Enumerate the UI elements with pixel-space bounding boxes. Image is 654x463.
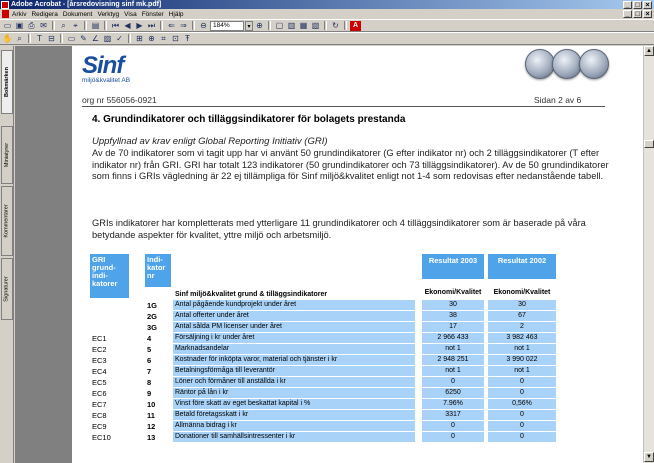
acrobat-app-icon — [1, 1, 9, 9]
toolbar-separator — [52, 21, 55, 30]
indicator-description: Marknadsandelar — [173, 344, 415, 355]
first-page-icon[interactable]: ⏮ — [111, 20, 120, 30]
toolbar-separator — [28, 34, 31, 43]
menu-bar — [0, 9, 654, 19]
toolbar-separator — [60, 34, 63, 43]
result-2003: 30 — [422, 300, 484, 311]
section-subtitle: Uppfyllnad av krav enligt Global Reporting Initiativ (GRI) — [92, 136, 328, 147]
indicator-description: Antal offerter under året — [173, 311, 415, 322]
header-2002: Resultat 2002 — [497, 256, 547, 265]
result-2003: 0 — [422, 377, 484, 388]
vertical-scrollbar[interactable] — [643, 46, 654, 463]
menu-dokument[interactable]: Dokument — [62, 10, 93, 18]
table-row — [72, 399, 643, 410]
gri-code: EC6 — [92, 389, 107, 398]
indicator-number: 13 — [147, 433, 156, 442]
acrobat-logo-icon[interactable]: A — [350, 21, 361, 31]
crop-tool-icon[interactable]: ⌗ — [161, 33, 166, 43]
result-2003: 2 948 251 — [422, 355, 484, 366]
zoom-tool-icon[interactable]: ⌕ — [17, 33, 22, 43]
result-2002: 30 — [488, 300, 556, 311]
scroll-up-icon[interactable]: ▲ — [644, 46, 654, 56]
result-2003: not 1 — [422, 366, 484, 377]
find-icon[interactable]: ⌖ — [73, 20, 78, 30]
org-number: org nr 556056-0921 — [82, 95, 157, 105]
tab-thumbnails-label: Miniatyrer — [4, 142, 10, 168]
toolbar-tools — [0, 32, 654, 45]
table-row — [72, 311, 643, 322]
table-row — [72, 300, 643, 311]
link-tool-icon[interactable]: ⊞ — [136, 33, 143, 43]
indicator-number: 10 — [147, 400, 156, 409]
doc-restore-button[interactable]: □ — [633, 10, 642, 18]
header-divider — [82, 106, 605, 107]
page-number: Sidan 2 av 6 — [534, 95, 582, 105]
toolbar-separator — [192, 21, 195, 30]
gri-code: EC3 — [92, 356, 107, 365]
pencil-tool-icon[interactable]: ✎ — [80, 33, 87, 43]
tab-bookmarks[interactable] — [1, 50, 13, 114]
search-icon[interactable]: ⌕ — [61, 20, 66, 30]
tab-signatures[interactable] — [1, 258, 13, 320]
section-title: 4. Grundindikatorer och tilläggsindikatorer för bolagets prestanda — [92, 114, 406, 125]
result-2003: 7.96% — [422, 399, 484, 410]
toolbar-separator — [128, 34, 131, 43]
pdf-page — [72, 46, 643, 463]
table-row — [72, 432, 643, 443]
open-icon[interactable]: ▭ — [3, 20, 12, 30]
movie-tool-icon[interactable]: ⊡ — [172, 33, 179, 43]
indicator-description: Donationer till samhällsintressenter i kr — [173, 432, 415, 443]
result-2003: 2 966 433 — [422, 333, 484, 344]
result-2003: 3317 — [422, 410, 484, 421]
header-gri: GRI grund- indi- katorer — [92, 255, 118, 288]
title-bar — [0, 0, 654, 9]
indicator-number: 5 — [147, 345, 152, 354]
header-ind: Indi- kator nr — [147, 255, 166, 280]
save-icon[interactable]: ▣ — [15, 20, 24, 30]
toolbar-separator — [160, 21, 163, 30]
stamp-tool-icon[interactable]: ✓ — [116, 33, 123, 43]
tab-signatures-label: Signaturer — [4, 276, 11, 302]
gri-code: EC4 — [92, 367, 107, 376]
indicator-number: 11 — [147, 411, 155, 420]
print-icon[interactable]: ⎙ — [28, 20, 35, 30]
fit-visible-icon[interactable]: ▧ — [311, 20, 320, 30]
table-row — [72, 421, 643, 432]
result-2003: 0 — [422, 421, 484, 432]
gri-code: EC1 — [92, 334, 107, 343]
tab-thumbnails[interactable] — [1, 126, 13, 184]
result-2003: 38 — [422, 311, 484, 322]
document-viewport[interactable] — [15, 46, 643, 463]
toolbar-separator — [104, 21, 107, 30]
sinf-logo — [82, 54, 130, 84]
result-2002: 67 — [488, 311, 556, 322]
menu-verktyg[interactable]: Verktyg — [97, 10, 120, 18]
table-row — [72, 377, 643, 388]
scroll-down-icon[interactable]: ▼ — [644, 452, 654, 462]
article-tool-icon[interactable]: ⊕ — [148, 33, 155, 43]
result-2002: 3 990 022 — [488, 355, 556, 366]
indicator-number: 6 — [147, 356, 152, 365]
back-view-icon[interactable]: ⇐ — [168, 20, 175, 30]
result-2003: 6250 — [422, 388, 484, 399]
certification-seal-icon — [579, 49, 609, 79]
table-row — [72, 366, 643, 377]
certification-seal-icon — [552, 49, 582, 79]
text-select-icon[interactable]: T — [37, 33, 42, 43]
table-row — [72, 322, 643, 333]
result-2002: not 1 — [488, 366, 556, 377]
menu-redigera[interactable]: Redigera — [31, 10, 58, 18]
logo-tagline: miljö&kvalitet AB — [82, 77, 131, 84]
indicator-number: 4 — [147, 334, 152, 343]
gri-code: EC5 — [92, 378, 107, 387]
table-row — [72, 333, 643, 344]
result-2002: 0,56% — [488, 399, 556, 410]
indicator-number: 8 — [147, 378, 152, 387]
toolbar-main — [0, 19, 654, 32]
line-tool-icon[interactable]: ∠ — [91, 33, 100, 43]
hand-tool-icon[interactable]: ✋ — [2, 33, 13, 43]
navigation-pane — [0, 46, 14, 463]
fit-width-icon[interactable]: ▦ — [299, 20, 308, 30]
zoom-in-icon[interactable]: ⊕ — [256, 20, 263, 30]
gri-code: EC10 — [92, 433, 111, 442]
maximize-button[interactable]: □ — [633, 1, 642, 9]
menu-hjalp[interactable]: Hjälp — [168, 10, 184, 18]
last-page-icon[interactable]: ⏭ — [147, 20, 156, 30]
actual-size-icon[interactable]: ▢ — [275, 20, 284, 30]
tab-comments[interactable] — [1, 186, 13, 256]
form-tool-icon[interactable]: ▭ — [67, 33, 76, 43]
indicator-number: 2G — [147, 312, 158, 321]
indicator-description: Antal pågående kundprojekt under året — [173, 300, 415, 311]
zoom-out-icon[interactable]: ⊖ — [200, 20, 207, 30]
toolbar-separator — [84, 21, 87, 30]
result-2002: 0 — [488, 410, 556, 421]
result-2002: 0 — [488, 388, 556, 399]
indicator-number: 7 — [147, 367, 152, 376]
indicator-description: Antal sålda PM licenser under året — [173, 322, 415, 333]
subheader-2002: Ekonomi/Kvalitet — [493, 289, 551, 296]
gri-code: EC7 — [92, 400, 107, 409]
close-button[interactable]: × — [643, 1, 652, 9]
menu-arkiv[interactable]: Arkiv — [12, 10, 27, 18]
zoom-dropdown-icon[interactable]: ▾ — [245, 21, 253, 31]
certification-seals — [525, 49, 609, 79]
paragraph-1: Av de 70 indikatorer som vi tagit upp har vi använt 50 grundindikatorer (G efter indikator nr) och 2 tilläggsindikatorer (T efter indikator nr) från GRI. GRI har totalt 123 indikatorer (50 grundindikatorer och 73 tilläggsindikatorer). Av de 50 grundindikatorer som finns i GRIs vägledning är 22 ej tillämpliga för Sinf miljö&kvalitet enligt not 1-4 som redovisas efter nedanstående tabell. — [92, 148, 609, 181]
table-row — [72, 388, 643, 399]
indicator-description: Vinst före skatt av eget beskattat kapital i % — [173, 399, 415, 410]
window-title: Adobe Acrobat - [årsredovisning sinf mk.pdf] — [11, 1, 162, 8]
forward-view-icon[interactable]: ⇒ — [180, 20, 187, 30]
indicator-number: 12 — [147, 422, 156, 431]
prev-page-icon[interactable]: ◀ — [124, 20, 131, 30]
paragraph-2: GRIs indikatorer har kompletterats med ytterligare 11 grundindikatorer och 4 tilläggsindikatorer som är baserade på våra betydande aspekter för kvalitet, yttre miljö och arbetsmiljö. — [92, 218, 586, 240]
logo-text: Sinf — [82, 52, 124, 79]
indicator-description: Betald företagsskatt i kr — [173, 410, 415, 421]
indicator-description: Löner och förmåner till anställda i kr — [173, 377, 415, 388]
indicator-number: 9 — [147, 389, 152, 398]
minimize-button[interactable]: _ — [623, 1, 632, 9]
menu-visa[interactable]: Visa — [124, 10, 137, 18]
pages-icon[interactable]: ▤ — [91, 20, 100, 30]
indicator-number: 3G — [147, 323, 158, 332]
table-row — [72, 410, 643, 421]
scroll-thumb[interactable] — [644, 140, 654, 148]
email-icon[interactable]: ✉ — [40, 20, 47, 30]
touchup-text-icon[interactable]: Ŧ — [185, 33, 190, 43]
result-2002: 0 — [488, 377, 556, 388]
result-2003: 0 — [422, 432, 484, 443]
doc-minimize-button[interactable]: _ — [623, 10, 632, 18]
indicator-description: Räntor på lån i kr — [173, 388, 415, 399]
result-2002: 2 — [488, 322, 556, 333]
document-icon[interactable] — [2, 10, 9, 18]
table-row — [72, 344, 643, 355]
doc-close-button[interactable]: × — [643, 10, 652, 18]
tab-comments-label: Kommentarer — [4, 204, 11, 238]
next-page-icon[interactable]: ▶ — [136, 20, 143, 30]
certification-seal-icon — [525, 49, 555, 79]
highlight-tool-icon[interactable]: ▨ — [103, 33, 112, 43]
toolbar-separator — [344, 21, 347, 30]
table-row — [72, 355, 643, 366]
toolbar-separator — [324, 21, 327, 30]
result-2002: 0 — [488, 421, 556, 432]
toolbar-separator — [268, 21, 271, 30]
indicator-number: 1G — [147, 301, 158, 310]
column-select-icon[interactable]: ⊟ — [48, 33, 55, 43]
result-2002: 3 982 463 — [488, 333, 556, 344]
gri-code: EC8 — [92, 411, 107, 420]
indicator-description: Kostnader för inköpta varor, material och tjänster i kr — [173, 355, 415, 366]
subheader-2003: Ekonomi/Kvalitet — [424, 289, 482, 296]
gri-code: EC9 — [92, 422, 107, 431]
tab-bookmarks-label: Bokmärken — [4, 67, 10, 97]
result-2003: not 1 — [422, 344, 484, 355]
rotate-icon[interactable]: ↻ — [332, 20, 339, 30]
fit-page-icon[interactable]: ▥ — [287, 20, 296, 30]
header-2003: Resultat 2003 — [428, 256, 478, 265]
header-desc: Sinf miljö&kvalitet grund & tilläggsindikatorer — [175, 291, 328, 298]
result-2003: 17 — [422, 322, 484, 333]
indicator-description: Betalningsförmåga till leverantör — [173, 366, 415, 377]
result-2002: not 1 — [488, 344, 556, 355]
menu-fonster[interactable]: Fönster — [141, 10, 164, 18]
result-2002: 0 — [488, 432, 556, 443]
gri-code: EC2 — [92, 345, 107, 354]
indicator-description: Försäljning i kr under året — [173, 333, 415, 344]
zoom-input[interactable]: 184% — [210, 21, 244, 31]
indicator-description: Allmänna bidrag i kr — [173, 421, 415, 432]
